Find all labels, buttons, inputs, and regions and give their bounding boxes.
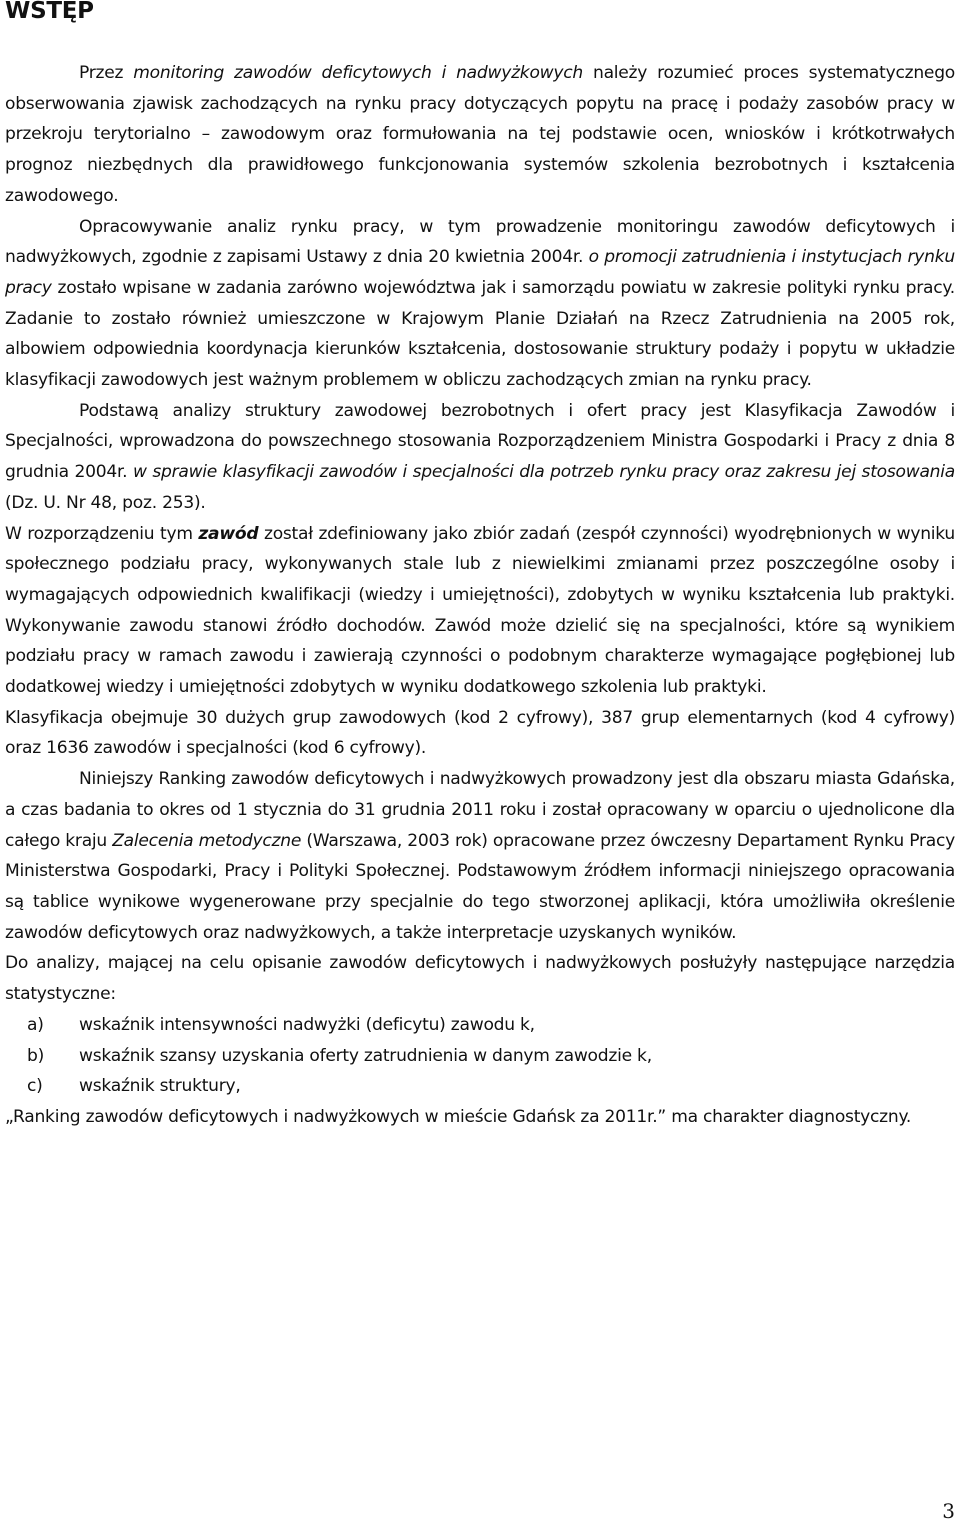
text-run: został zdefiniowany jako zbiór zadań (zespół czynności) wyodrębnionych w wyniku społecznego podziału pracy, wykonywanych stale lub z niewielkimi zmianami przez poszczególne osoby i wymagających odpowiednich kwalifikacji (wiedzy i umiejętności), zdobytych w wyniku kształcenia lub praktyki. Wykonywanie zawodu stanowi źródło dochodów. Zawód może dzielić się na specjalności, które są wynikiem podziału pracy w ramach zawodu i zawierają czynności o podobnym charakterze wymagające pogłębionej lub dodatkowej wiedzy i umiejętności zdobytych w wyniku dodatkowego szkolenia lub praktyki. [5, 523, 956, 698]
list-marker: b) [27, 1045, 45, 1066]
list-item-text: wskaźnik struktury, [79, 1076, 241, 1097]
italic-guidelines-title: Zalecenia metodyczne [112, 830, 302, 851]
paragraph-ranking-scope [5, 764, 955, 948]
list-item [5, 1041, 955, 1072]
text-run: Przez [79, 63, 134, 83]
text-run: Niniejszy Ranking zawodów deficytowych i nadwyżkowych prowadzony jest dla obszaru miasta Gdańska, a czas badania to okres od 1 stycznia do 31 grudnia 2011 roku i został opracowany w oparciu o ujednolicone dla całego kraju [5, 769, 955, 851]
body-text [5, 58, 955, 1133]
list-item-text: wskaźnik szansy uzyskania oferty zatrudnienia w danym zawodzie k, [79, 1045, 652, 1066]
list-item [5, 1010, 955, 1041]
italic-term: monitoring zawodów deficytowych i nadwyżkowych [133, 63, 583, 83]
list-item [5, 1071, 955, 1102]
text-run: (Dz. U. Nr 48, poz. 253). [5, 492, 206, 513]
paragraph-definition [5, 58, 955, 212]
text-run: Podstawą analizy struktury zawodowej bezrobotnych i ofert pracy jest Klasyfikacja Zawodów i Specjalności, wprowadzona do powszechnego stosowania Rozporządzeniem Ministra Gospodarki i Pracy z dnia 8 grudnia 2004r. [5, 400, 955, 483]
bold-italic-term: zawód [198, 523, 259, 544]
paragraph-classification [5, 396, 955, 519]
paragraph-ranking-character: „Ranking zawodów deficytowych i nadwyżkowych w mieście Gdańsk za 2011r.” ma charakter diagnostyczny. [5, 1106, 912, 1127]
paragraph-occupation-definition [5, 519, 955, 703]
italic-regulation-title: w sprawie klasyfikacji zawodów i specjalności dla potrzeb rynku pracy oraz zakresu jej stosowania [132, 462, 955, 483]
statistical-tools-list [5, 1010, 955, 1102]
text-run: zostało wpisane w zadania zarówno województwa jak i samorządu powiatu w zakresie polityki rynku pracy. Zadanie to zostało również umieszczone w Krajowym Planie Działań na Rzecz Zatrudnienia na 2005 rok, albowiem odpowiednia koordynacja kierunków kształcenia, dostosowanie struktury podaży i popytu w układzie klasyfikacji zawodowych jest ważnym problemem w obliczu zachodzących zmian na rynku pracy. [5, 277, 955, 391]
italic-act-title: o promocji zatrudnienia i instytucjach rynku pracy [5, 247, 955, 298]
paragraph-classification-scope: Klasyfikacja obejmuje 30 dużych grup zawodowych (kod 2 cyfrowy), 387 grup elementarnych (kod 4 cyfrowy) oraz 1636 zawodów i specjalności (kod 6 cyfrowy). [5, 707, 955, 759]
page-number: 3 [942, 1499, 955, 1523]
section-heading: WSTĘP [5, 0, 94, 24]
text-run: Opracowywanie analiz rynku pracy, w tym prowadzenie monitoringu zawodów deficytowych i nadwyżkowych, zgodnie z zapisami Ustawy z dnia 20 kwietnia 2004r. [5, 216, 955, 268]
list-item-text: wskaźnik intensywności nadwyżki (deficytu) zawodu k, [79, 1014, 535, 1035]
text-run: (Warszawa, 2003 rok) opracowane przez ówczesny Departament Rynku Pracy Ministerstwa Gospodarki, Pracy i Polityki Społecznej. Podstawowym źródłem informacji niniejszego opracowania są tablice wynikowe wygenerowane przy specjalnie do tego stworzonej aplikacji, która umożliwiła określenie zawodów deficytowych oraz nadwyżkowych, a także interpretacje uzyskanych wyników. [5, 830, 955, 943]
text-run: należy rozumieć proces systematycznego obserwowania zjawisk zachodzących na rynku pracy dotyczących popytu na pracę i podaży zasobów pracy w przekroju terytorialno – zawodowym oraz formułowania na tej podstawie ocen, wniosków i krótkotrwałych prognoz niezbędnych dla prawidłowego funkcjonowania systemów szkolenia bezrobotnych i kształcenia zawodowego. [5, 63, 955, 206]
paragraph-tools-intro: Do analizy, mającej na celu opisanie zawodów deficytowych i nadwyżkowych posłużyły następujące narzędzia statystyczne: [5, 953, 955, 1005]
list-marker: a) [27, 1014, 44, 1035]
paragraph-legal-basis [5, 212, 955, 396]
text-run: W rozporządzeniu tym [5, 523, 199, 544]
list-marker: c) [27, 1076, 43, 1097]
